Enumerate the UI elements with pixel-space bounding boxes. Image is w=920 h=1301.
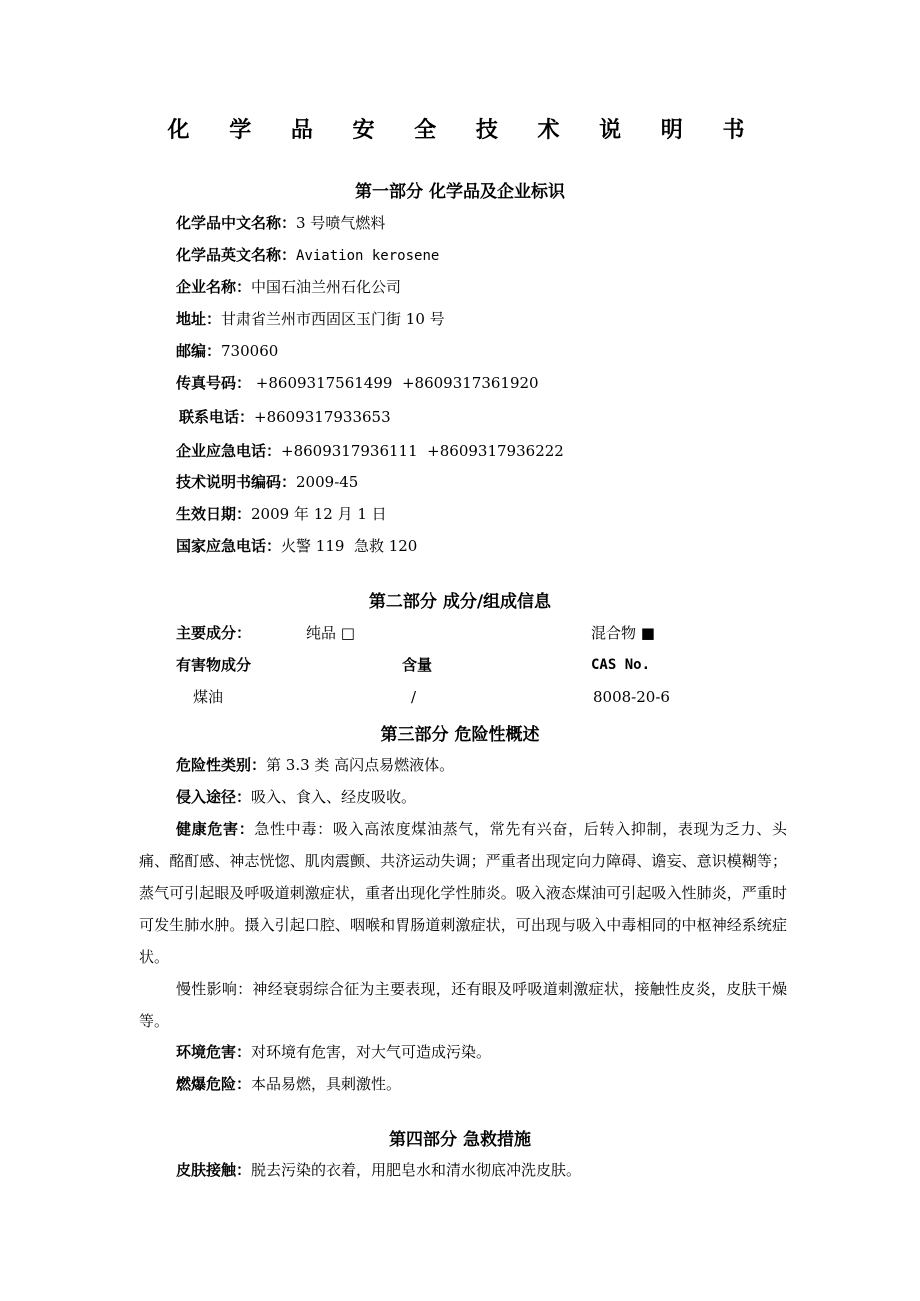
field-value: 脱去污染的衣着，用肥皂水和清水彻底冲洗皮肤。 [251,1161,582,1179]
field-value: 第 3.3 类 高闪点易燃液体。 [266,756,455,774]
field-label: 企业名称： [176,278,252,296]
field-label: 邮编： [176,342,222,360]
field-label: 企业应急电话： [176,442,282,460]
field-label: 联系电话： [179,408,255,426]
part2-heading: 第二部分 成分/组成信息 [368,592,552,612]
field-label: 生效日期： [176,505,252,523]
field-chinese-name [176,213,385,233]
field-label: 传真号码： [176,374,252,392]
part4-heading: 第四部分 急救措施 [389,1130,531,1150]
field-value: 2009-45 [296,473,359,491]
hazard-class [176,755,454,775]
field-label: 技术说明书编码： [176,473,297,491]
field-label: 侵入途径： [176,788,252,806]
field-address [176,309,445,329]
field-label: 地址： [176,310,222,328]
field-value: 3 号喷气燃料 [296,214,386,232]
field-value: 急性中毒：吸入高浓度煤油蒸气，常先有兴奋，后转入抑制，表现为乏力、头痛、酩酊感、神志恍惚、肌肉震颤、共济运动失调；严重者出现定向力障碍、谵妄、意识模糊等；蒸气可引起眼及呼吸道刺激症状，重者出现化学性肺炎。吸入液态煤油可引起吸入性肺炎，严重时可发生肺水肿。摄入引起口腔、咽喉和胃肠道刺激症状，可出现与吸入中毒相同的中枢神经系统症状。 [139,820,787,966]
field-postcode [176,341,278,361]
field-label: 健康危害： [176,820,255,838]
field-value: 本品易燃，具刺激性。 [251,1075,402,1093]
environmental-hazard [176,1042,491,1062]
field-fax [176,373,539,393]
field-english-name [176,245,439,266]
part1-heading: 第一部分 化学品及企业标识 [355,182,565,202]
entry-route [176,787,416,807]
field-label: 危险性类别： [176,756,267,774]
table-header-component: 有害物成分 [176,656,252,674]
part3-heading: 第三部分 危险性概述 [380,725,540,745]
field-value: +8609317936111 +8609317936222 [281,442,564,460]
field-label: 环境危害： [176,1043,252,1061]
field-company-name [176,277,401,297]
field-value: 对环境有危害，对大气可造成污染。 [251,1043,492,1061]
table-cell-component: 煤油 [193,688,224,706]
field-phone [179,407,391,427]
field-label: 皮肤接触： [176,1161,252,1179]
main-components-label: 主要成分： [176,624,252,642]
health-hazard-paragraph [139,813,787,973]
table-header-cas: CAS No. [591,657,651,673]
field-doc-code [176,472,358,492]
field-value: 2009 年 12 月 1 日 [251,505,387,523]
field-value: Aviation kerosene [296,248,440,264]
chronic-effects-paragraph: 慢性影响：神经衰弱综合征为主要表现，还有眼及呼吸道刺激症状，接触性皮炎，皮肤干燥等。 [139,980,787,1030]
document-title: 化 学 品 安 全 技 术 说 明 书 [167,118,761,143]
field-value: 甘肃省兰州市西固区玉门街 10 号 [221,310,445,328]
field-label: 国家应急电话： [176,537,282,555]
field-emergency-phone [176,441,564,461]
mixture-checkbox-label: 混合物 ■ [591,624,655,642]
table-cell-cas: 8008-20-6 [593,688,670,706]
field-label: 化学品中文名称： [176,214,297,232]
field-effective-date [176,504,387,524]
field-value: 吸入、食入、经皮吸收。 [251,788,417,806]
field-label: 燃爆危险： [176,1075,252,1093]
pure-checkbox-label: 纯品 □ [306,624,355,642]
field-value: +8609317933653 [254,408,391,426]
skin-contact [176,1160,581,1180]
field-value: 火警 119 急救 120 [281,537,418,555]
field-value: 中国石油兰州石化公司 [251,278,402,296]
field-national-emergency [176,536,417,556]
field-label: 化学品英文名称： [176,246,297,264]
table-header-content: 含量 [402,656,433,674]
fire-explosion-hazard [176,1074,401,1094]
field-value: 730060 [221,342,279,360]
table-cell-content: / [411,688,417,706]
field-value: +8609317561499 +8609317361920 [251,374,539,392]
